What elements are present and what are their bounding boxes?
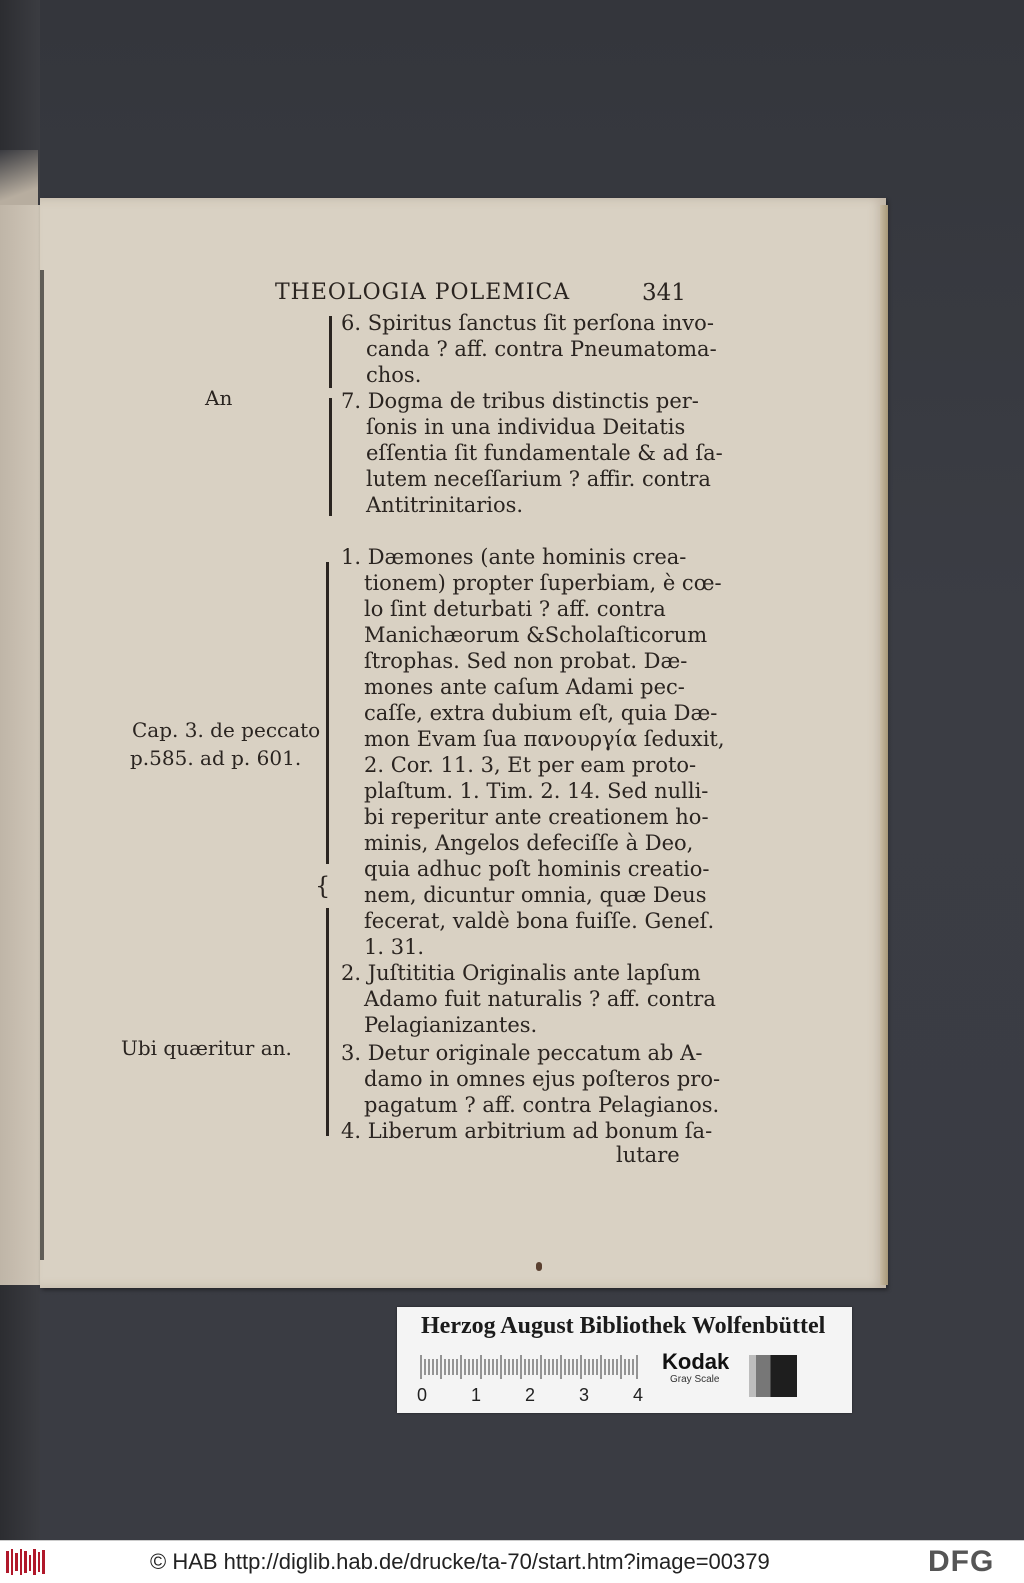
text-line: lutem neceſſarium ? affir. contra	[366, 467, 711, 491]
previous-page-corner	[0, 150, 38, 210]
text-line: 2. Cor. 11. 3, Et per eam proto-	[364, 753, 697, 777]
margin-note-cap-reference: Cap. 3. de peccato	[132, 718, 321, 742]
ruler-number: 4	[633, 1385, 644, 1405]
page-gutter	[40, 270, 44, 1260]
ruler-number: 2	[525, 1385, 536, 1405]
text-line: minis, Angelos defeciſſe à Deo,	[364, 831, 694, 855]
bracket-group-4	[326, 908, 329, 1136]
ruler-number: 3	[579, 1385, 590, 1405]
text-line: nem, dicuntur omnia, quæ Deus	[364, 883, 707, 907]
catchword: lutare	[616, 1143, 680, 1167]
footer-copyright-url: © HAB http://diglib.hab.de/drucke/ta-70/start.htm?image=00379	[150, 1549, 770, 1574]
brace-point: {	[315, 872, 331, 900]
margin-note-an: An	[205, 386, 233, 410]
text-line: ſonis in una individua Deitatis	[366, 415, 686, 439]
margin-note-page-range: p.585. ad p. 601.	[130, 746, 302, 770]
text-line: pagatum ? aff. contra Pelagianos.	[364, 1093, 720, 1117]
text-line: damo in omnes ejus poſteros pro-	[364, 1067, 721, 1091]
text-line: Adamo fuit naturalis ? aff. contra	[364, 987, 716, 1011]
gray-scale-patch	[749, 1355, 797, 1397]
text-line: fecerat, valdè bona fuiſſe. Geneſ.	[364, 909, 715, 933]
text-line: 1. 31.	[364, 935, 425, 959]
ruler-numbers	[413, 1385, 653, 1405]
text-line: Antitrinitarios.	[366, 493, 524, 517]
dfg-logo: DFG	[928, 1545, 995, 1578]
bracket-group-1	[329, 316, 332, 388]
text-line: 3. Detur originale peccatum ab A-	[341, 1041, 703, 1065]
running-head-title: THEOLOGIA POLEMICA	[275, 280, 571, 305]
text-line: lo ſint deturbati ? aff. contra	[364, 597, 666, 621]
text-line: Manichæorum &Scholaſticorum	[364, 623, 708, 647]
text-line: plaſtum. 1. Tim. 2. 14. Sed nulli-	[364, 779, 709, 803]
previous-page-edge	[0, 205, 45, 1285]
page-number: 341	[642, 280, 686, 306]
bracket-group-2	[329, 398, 332, 516]
margin-note-ubi: Ubi quæritur an.	[121, 1036, 292, 1060]
ruler-number: 0	[417, 1385, 428, 1405]
bracket-group-3	[326, 562, 329, 864]
text-line: eſſentia ſit fundamentale & ad ſa-	[366, 441, 723, 465]
text-line: mones ante caſum Adami pec-	[364, 675, 685, 699]
page-fore-edge	[880, 205, 888, 1285]
text-line: chos.	[366, 363, 422, 387]
text-line: 2. Juſtititia Originalis ante lapſum	[341, 961, 701, 985]
text-line: Pelagianizantes.	[364, 1013, 538, 1037]
text-line: quia adhuc poſt hominis creatio-	[364, 857, 710, 881]
text-line: 6. Spiritus ſanctus ſit perſona invo-	[341, 311, 714, 335]
gray-scale-label: Gray Scale	[670, 1374, 720, 1385]
text-line: ſtrophas. Sed non probat. Dæ-	[364, 649, 688, 673]
kodak-logo: Kodak	[662, 1349, 730, 1374]
ruler-number: 1	[471, 1385, 482, 1405]
text-line: tionem) propter ſuperbiam, è cœ-	[364, 571, 722, 595]
text-line: caſſe, extra dubium eſt, quia Dæ-	[364, 701, 718, 725]
scan-reference-card	[397, 1307, 852, 1413]
library-name: Herzog August Bibliothek Wolfenbüttel	[421, 1313, 826, 1339]
ink-spot	[536, 1262, 542, 1271]
text-line: canda ? aff. contra Pneumatoma-	[366, 337, 717, 361]
footer-bar	[0, 1540, 1024, 1583]
ruler-scale	[419, 1353, 641, 1381]
text-line: mon Evam ſua πανουργία ſeduxit,	[364, 727, 725, 751]
text-line: bi reperitur ante creationem ho-	[364, 805, 709, 829]
text-line: 4. Liberum arbitrium ad bonum ſa-	[341, 1119, 713, 1143]
text-line: 7. Dogma de tribus distinctis per-	[341, 389, 699, 413]
text-line: 1. Dæmones (ante hominis crea-	[341, 545, 687, 569]
hab-barcode-logo-icon	[6, 1547, 46, 1577]
